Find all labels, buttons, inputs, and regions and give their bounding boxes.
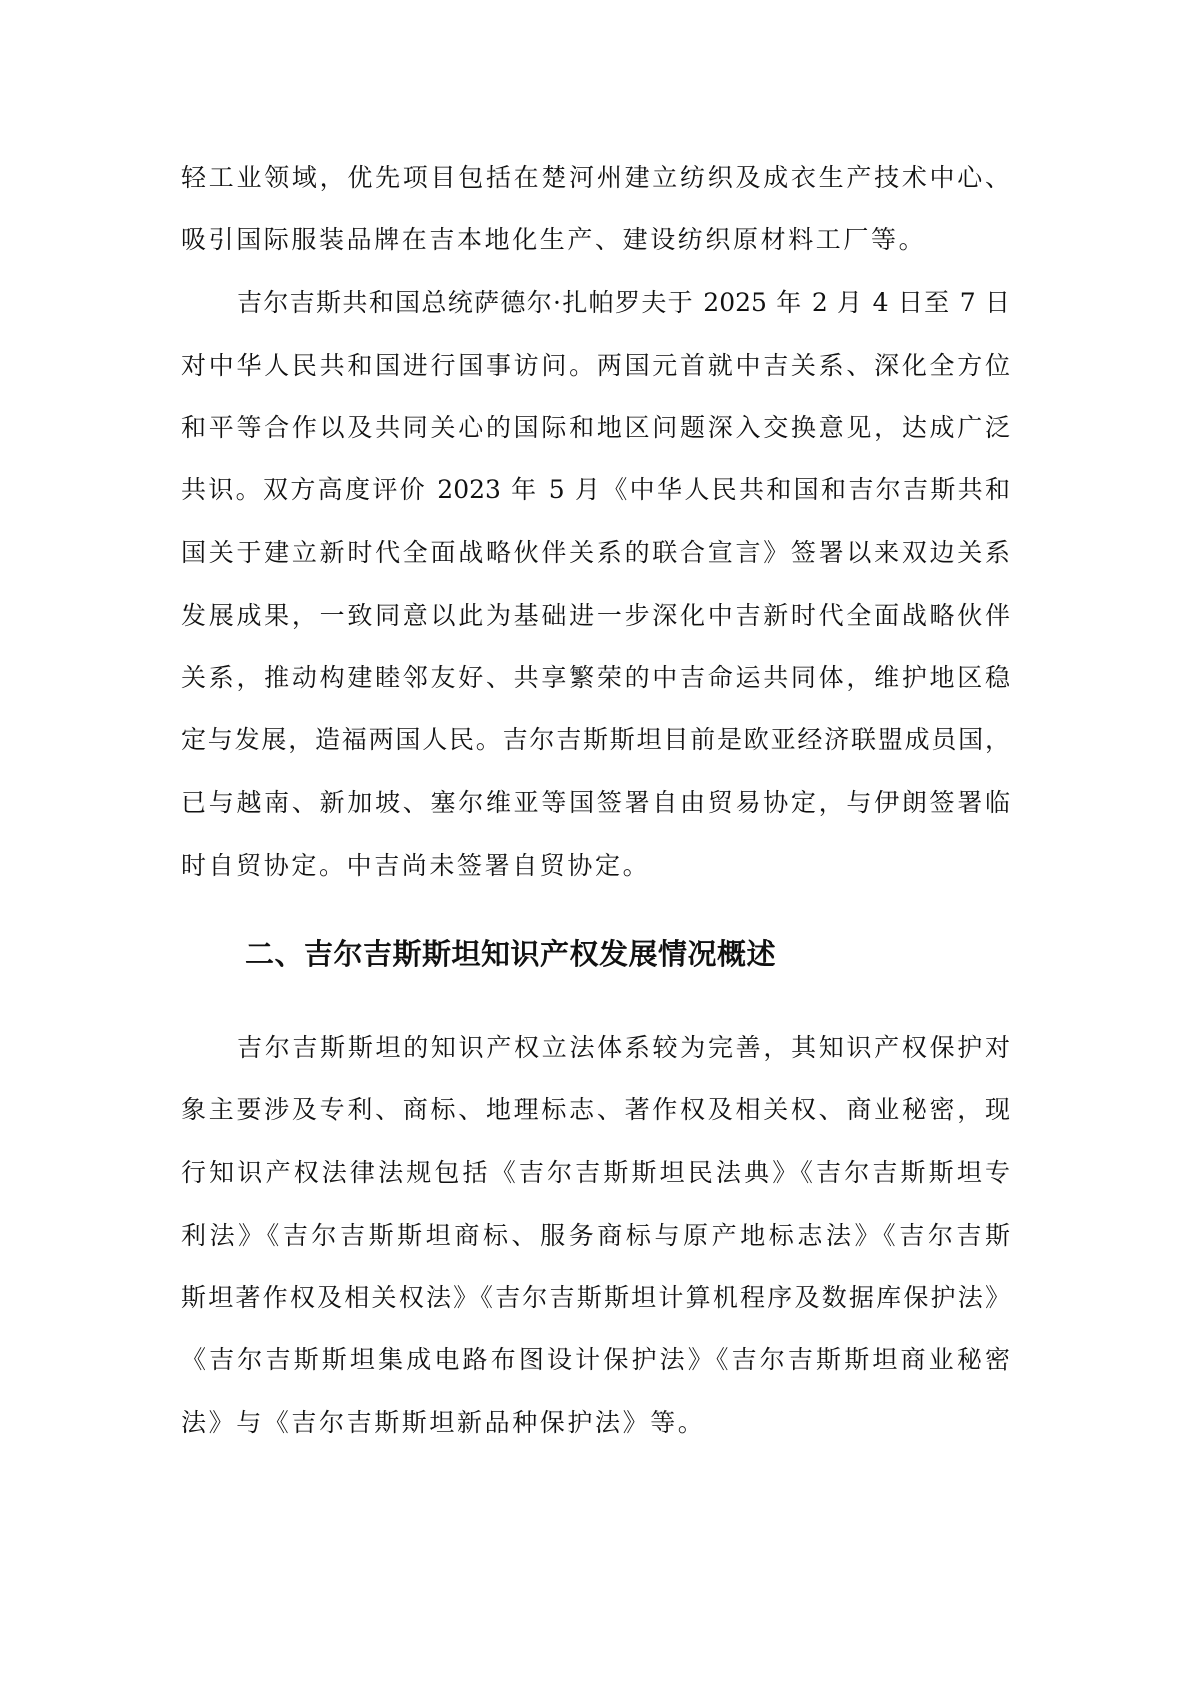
text-line: 斯坦著作权及相关权法》《吉尔吉斯斯坦计算机程序及数据库保护法》: [181, 1283, 1010, 1312]
text-line: 吸引国际服装品牌在吉本地化生产、建设纺织原材料工厂等。: [181, 225, 927, 254]
text-line: 共识。双方高度评价 2023 年 5 月《中华人民共和国和吉尔吉斯共和: [181, 475, 1010, 504]
text-line: 象主要涉及专利、商标、地理标志、著作权及相关权、商业秘密，现: [181, 1095, 1010, 1124]
text-line: 吉尔吉斯斯坦的知识产权立法体系较为完善，其知识产权保护对: [237, 1033, 1010, 1062]
text-line: 吉尔吉斯共和国总统萨德尔·扎帕罗夫于 2025 年 2 月 4 日至 7 日: [237, 288, 1010, 317]
text-line: 和平等合作以及共同关心的国际和地区问题深入交换意见，达成广泛: [181, 413, 1010, 442]
text-line: 行知识产权法律法规包括《吉尔吉斯斯坦民法典》《吉尔吉斯斯坦专: [181, 1158, 1010, 1187]
text-line: 定与发展，造福两国人民。吉尔吉斯斯坦目前是欧亚经济联盟成员国，: [181, 725, 1010, 754]
text-line: 已与越南、新加坡、塞尔维亚等国签署自由贸易协定，与伊朗签署临: [181, 788, 1010, 817]
text-line: 利法》《吉尔吉斯斯坦商标、服务商标与原产地标志法》《吉尔吉斯: [181, 1221, 1010, 1250]
text-line: 关系，推动构建睦邻友好、共享繁荣的中吉命运共同体，维护地区稳: [181, 663, 1010, 692]
text-line: 国关于建立新时代全面战略伙伴关系的联合宣言》签署以来双边关系: [181, 538, 1010, 567]
text-line: 对中华人民共和国进行国事访问。两国元首就中吉关系、深化全方位: [181, 351, 1010, 380]
text-line: 轻工业领域，优先项目包括在楚河州建立纺织及成衣生产技术中心、: [181, 163, 1010, 192]
section-heading: 二、吉尔吉斯斯坦知识产权发展情况概述: [245, 937, 777, 971]
text-line: 法》与《吉尔吉斯斯坦新品种保护法》等。: [181, 1408, 706, 1437]
text-line: 《吉尔吉斯斯坦集成电路布图设计保护法》《吉尔吉斯斯坦商业秘密: [181, 1345, 1010, 1374]
text-line: 发展成果，一致同意以此为基础进一步深化中吉新时代全面战略伙伴: [181, 601, 1010, 630]
text-line: 时自贸协定。中吉尚未签署自贸协定。: [181, 851, 651, 880]
